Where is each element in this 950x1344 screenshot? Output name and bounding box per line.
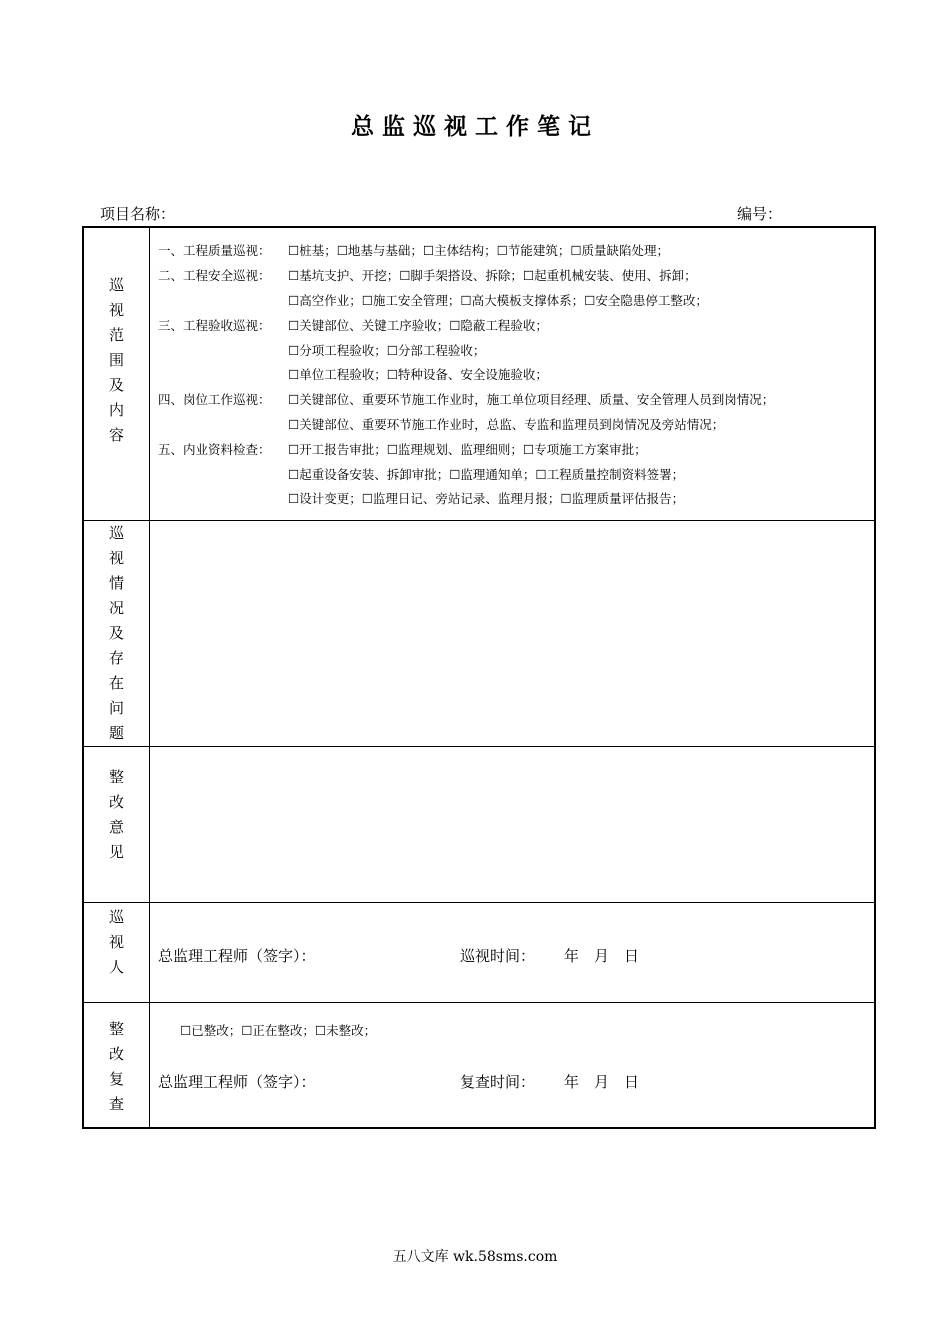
recheck-label: 整改复查 xyxy=(83,1002,150,1128)
scope-line: ☐起重设备安装、拆卸审批；☐监理通知单；☐工程质量控制资料签署； xyxy=(288,466,685,482)
recheck-time-label: 复查时间： xyxy=(460,1072,536,1091)
inspection-date: 年 月 日 xyxy=(564,946,640,965)
scope-line: 五、内业资料检查： ☐开工报告审批；☐监理规划、监理细则；☐专项施工方案审批； xyxy=(158,441,647,457)
situation-label: 巡视情况及存在问题 xyxy=(83,520,150,746)
inspector-row xyxy=(83,902,875,1002)
scope-line: 一、工程质量巡视： ☐桩基；☐地基与基础；☐主体结构；☐节能建筑；☐质量缺陷处理； xyxy=(158,243,670,259)
inspector-field[interactable] xyxy=(150,902,876,1002)
inspector-label: 巡视人 xyxy=(83,902,150,1002)
project-name-label: 项目名称： xyxy=(100,205,176,223)
recheck-row xyxy=(83,1002,875,1128)
situation-field[interactable] xyxy=(150,520,876,746)
inspection-form-table xyxy=(82,226,876,1129)
scope-line: ☐设计变更；☐监理日记、旁站记录、监理月报；☐监理质量评估报告； xyxy=(288,491,685,507)
scope-line: ☐单位工程验收；☐特种设备、安全设施验收； xyxy=(288,367,548,383)
scope-content xyxy=(150,227,876,520)
recheck-date: 年 月 日 xyxy=(564,1072,640,1091)
scope-line: ☐分项工程验收；☐分部工程验收； xyxy=(288,342,486,358)
scope-line: ☐高空作业；☐施工安全管理；☐高大模板支撑体系；☐安全隐患停工整改； xyxy=(288,292,708,308)
scope-line: ☐关键部位、重要环节施工作业时，总监、专监和监理员到岗情况及旁站情况； xyxy=(288,416,725,432)
scope-line: 二、工程安全巡视： ☐基坑支护、开挖；☐脚手架搭设、拆除；☐起重机械安装、使用、拆卸； xyxy=(158,268,697,284)
scope-row xyxy=(83,227,875,520)
inspector-signature-label: 总监理工程师（签字）： xyxy=(158,946,316,965)
rectification-status-options[interactable]: ☐已整改；☐正在整改；☐未整改； xyxy=(180,1022,377,1038)
scope-line: 三、工程验收巡视： ☐关键部位、关键工序验收；☐隐蔽工程验收； xyxy=(158,317,548,333)
footer-watermark: 五八文库 wk.58sms.com xyxy=(392,1249,558,1265)
page-title: 总监巡视工作笔记 xyxy=(351,114,599,140)
situation-row xyxy=(83,520,875,746)
number-label: 编号： xyxy=(737,205,783,223)
inspection-time-label: 巡视时间： xyxy=(460,946,536,965)
opinion-label: 整改意见 xyxy=(83,746,150,902)
opinion-field[interactable] xyxy=(150,746,876,902)
scope-line: 四、岗位工作巡视： ☐关键部位、重要环节施工作业时，施工单位项目经理、质量、安全管理人员到岗情况； xyxy=(158,392,775,408)
recheck-signature-label: 总监理工程师（签字）： xyxy=(158,1072,316,1091)
scope-label: 巡视范围及内容 xyxy=(83,227,150,520)
recheck-field[interactable] xyxy=(150,1002,876,1128)
opinion-row xyxy=(83,746,875,902)
